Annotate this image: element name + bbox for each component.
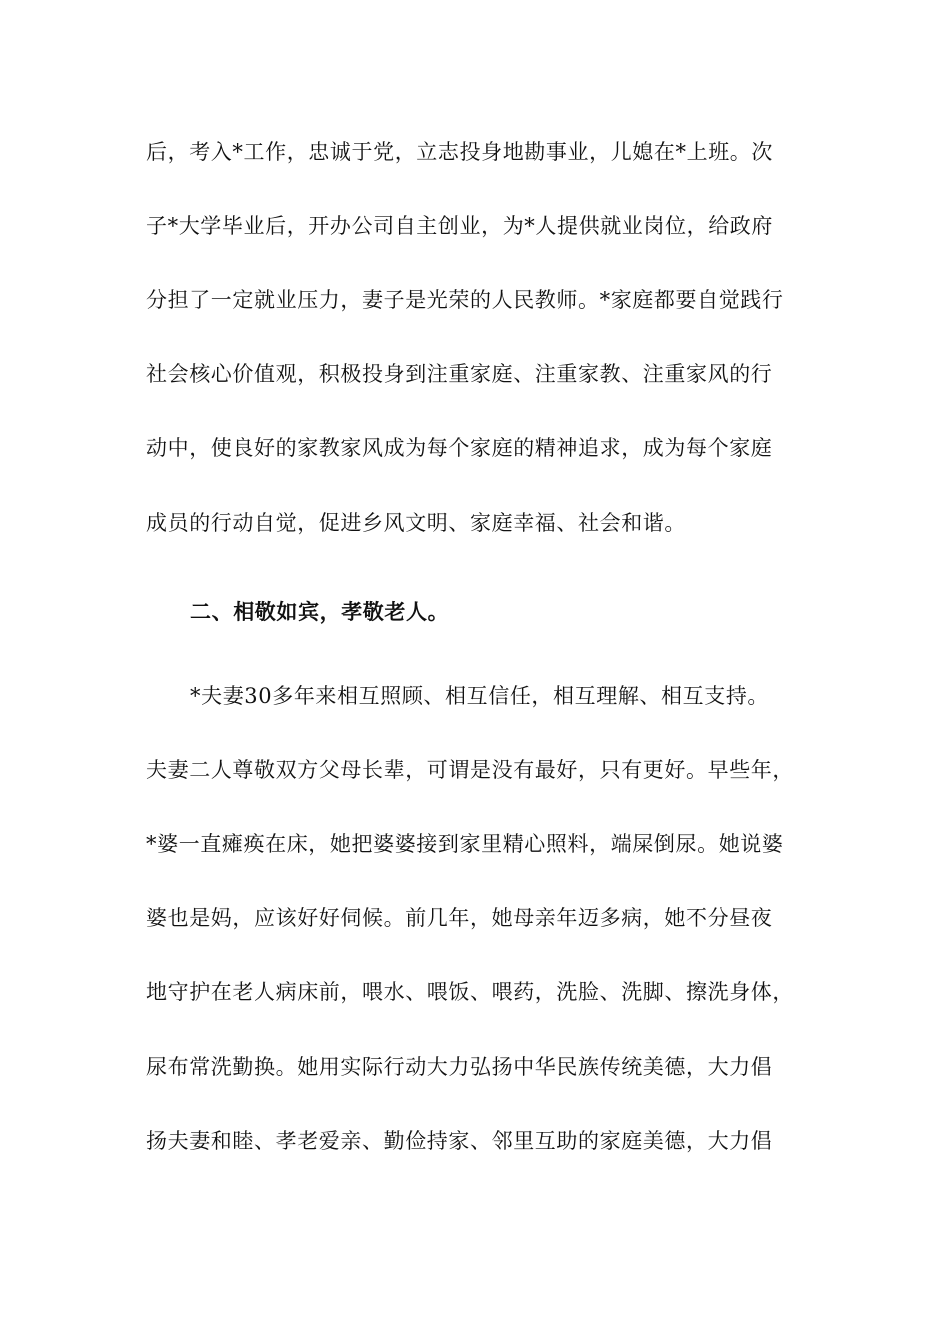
paragraph-2-line-3: *婆一直瘫痪在床，她把婆婆接到家里精心照料，端屎倒尿。她说婆	[146, 832, 784, 856]
paragraph-1-line-5: 动中，使良好的家教家风成为每个家庭的精神追求，成为每个家庭	[146, 436, 773, 460]
paragraph-1-line-6: 成员的行动自觉，促进乡风文明、家庭幸福、社会和谐。	[146, 511, 686, 535]
paragraph-2-line-2: 夫妻二人尊敬双方父母长辈，可谓是没有最好，只有更好。早些年，	[146, 758, 794, 782]
paragraph-1-line-4: 社会核心价值观，积极投身到注重家庭、注重家教、注重家风的行	[146, 362, 773, 386]
paragraph-1-line-1: 后，考入*工作，忠诚于党，立志投身地勘事业，儿媳在*上班。次	[146, 140, 773, 164]
paragraph-1-line-2: 子*大学毕业后，开办公司自主创业，为*人提供就业岗位，给政府	[146, 214, 773, 238]
paragraph-2-line-5: 地守护在老人病床前，喂水、喂饭、喂药，洗脸、洗脚、擦洗身体，	[146, 980, 794, 1004]
paragraph-1-line-3: 分担了一定就业压力，妻子是光荣的人民教师。*家庭都要自觉践行	[146, 288, 784, 312]
paragraph-2-line-7: 扬夫妻和睦、孝老爱亲、勤俭持家、邻里互助的家庭美德，大力倡	[146, 1129, 773, 1153]
paragraph-2-line-4: 婆也是妈，应该好好伺候。前几年，她母亲年迈多病，她不分昼夜	[146, 906, 773, 930]
section-heading: 二、相敬如宾，孝敬老人。	[190, 599, 450, 624]
paragraph-2-line-6: 尿布常洗勤换。她用实际行动大力弘扬中华民族传统美德，大力倡	[146, 1055, 773, 1079]
paragraph-2-line-1: *夫妻30多年来相互照顾、相互信任，相互理解、相互支持。	[190, 684, 770, 708]
